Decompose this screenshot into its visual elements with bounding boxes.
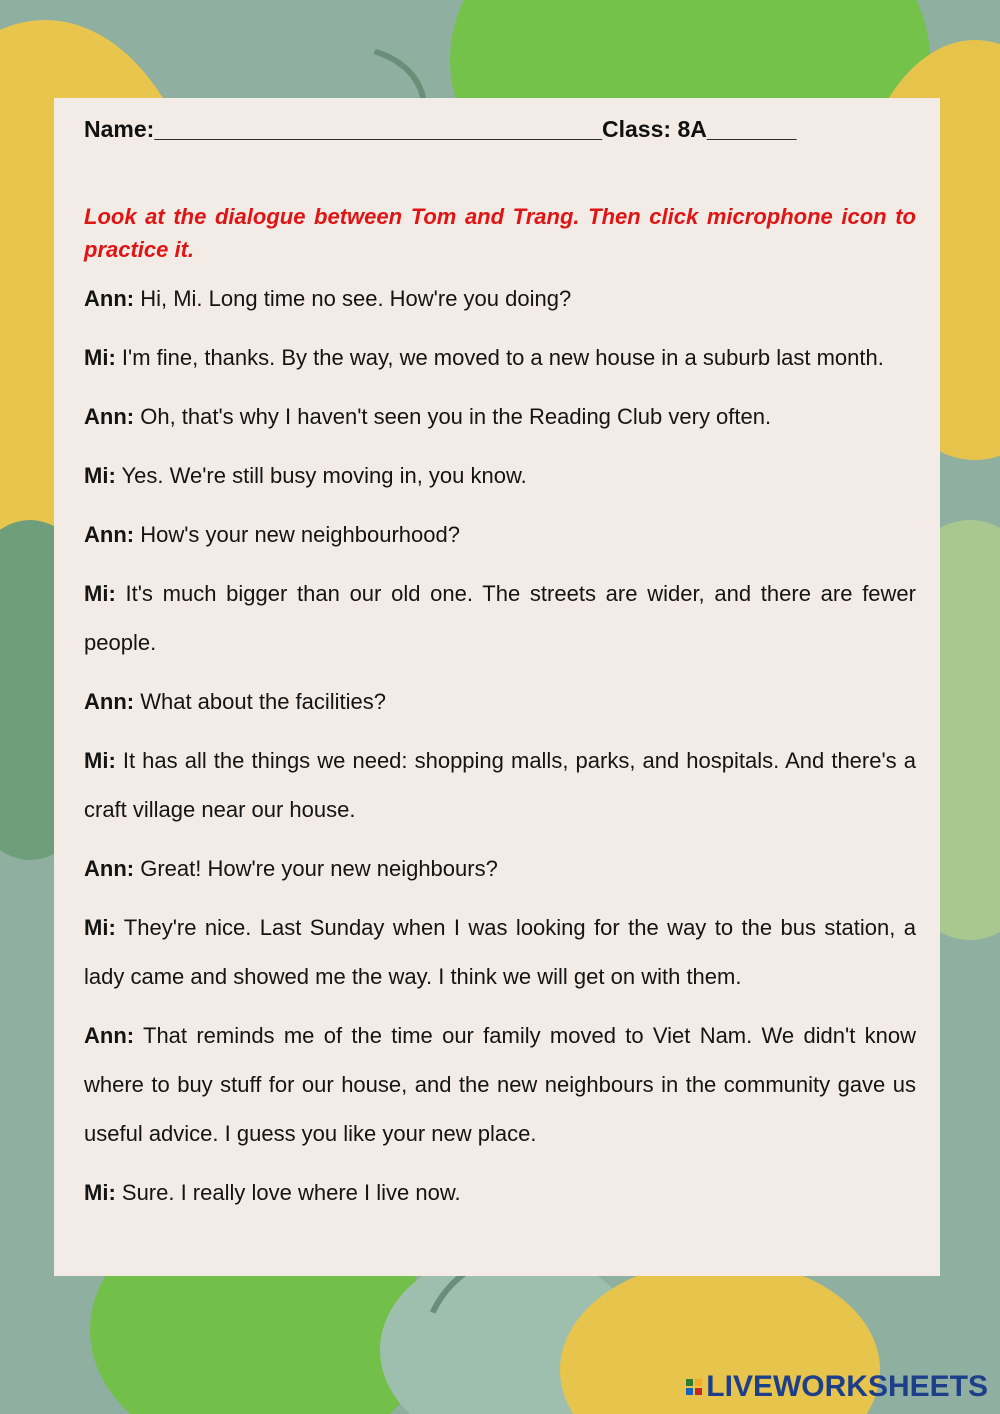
dialogue-line — [84, 677, 916, 726]
dialogue-text: Sure. I really love where I live now. — [121, 1180, 461, 1205]
name-blank[interactable]: ___________________________________ — [154, 116, 603, 142]
dialogue-text: They're nice. Last Sunday when I was looking for the way to the bus station, a lady came and showed me the way. I think we will get on with them. — [84, 915, 916, 989]
liveworksheets-logo[interactable] — [686, 1370, 988, 1404]
instruction-text: Look at the dialogue between Tom and Trang. Then click microphone icon to practice it. — [84, 204, 916, 262]
speaker-label: Mi: — [84, 915, 116, 940]
dialogue — [84, 274, 916, 1227]
speaker-label: Ann: — [84, 1023, 135, 1048]
dialogue-line — [84, 274, 916, 323]
dialogue-text: It's much bigger than our old one. The streets are wider, and there are fewer people. — [84, 581, 916, 655]
name-class-line — [84, 116, 796, 143]
dialogue-line — [84, 1168, 916, 1217]
speaker-label: Mi: — [84, 581, 116, 606]
dialogue-text: That reminds me of the time our family moved to Viet Nam. We didn't know where to buy stuff for our house, and the new neighbours in the community gave us useful advice. I guess you like your new place. — [84, 1023, 916, 1146]
speaker-label: Mi: — [84, 748, 116, 773]
speaker-label: Ann: — [84, 689, 135, 714]
speaker-label: Mi: — [84, 1180, 116, 1205]
dialogue-line — [84, 392, 916, 441]
dialogue-line — [84, 736, 916, 834]
speaker-label: Mi: — [84, 345, 116, 370]
dialogue-line — [84, 569, 916, 667]
dialogue-line — [84, 510, 916, 559]
dialogue-line — [84, 844, 916, 893]
dialogue-text: It has all the things we need: shopping malls, parks, and hospitals. And there's a craft village near our house. — [84, 748, 916, 822]
speaker-label: Ann: — [84, 404, 135, 429]
dialogue-line — [84, 1011, 916, 1158]
speaker-label: Mi: — [84, 463, 116, 488]
liveworksheets-logo-icon — [686, 1379, 702, 1395]
dialogue-text: I'm fine, thanks. By the way, we moved to a new house in a suburb last month. — [121, 345, 884, 370]
dialogue-text: Great! How're your new neighbours? — [140, 856, 498, 881]
dialogue-text: Oh, that's why I haven't seen you in the Reading Club very often. — [140, 404, 772, 429]
name-label: Name: — [84, 116, 155, 142]
speaker-label: Ann: — [84, 286, 135, 311]
dialogue-line — [84, 333, 916, 382]
logo-text: LIVEWORKSHEETS — [706, 1370, 988, 1403]
speaker-label: Ann: — [84, 856, 135, 881]
class-label: Class: 8A — [602, 116, 707, 142]
dialogue-line — [84, 451, 916, 500]
speaker-label: Ann: — [84, 522, 135, 547]
dialogue-text: Hi, Mi. Long time no see. How're you doing? — [140, 286, 572, 311]
dialogue-text: How's your new neighbourhood? — [140, 522, 460, 547]
class-blank: _______ — [706, 116, 797, 142]
dialogue-line — [84, 903, 916, 1001]
dialogue-text: What about the facilities? — [140, 689, 387, 714]
worksheet-panel — [54, 98, 940, 1276]
dialogue-text: Yes. We're still busy moving in, you know. — [121, 463, 527, 488]
